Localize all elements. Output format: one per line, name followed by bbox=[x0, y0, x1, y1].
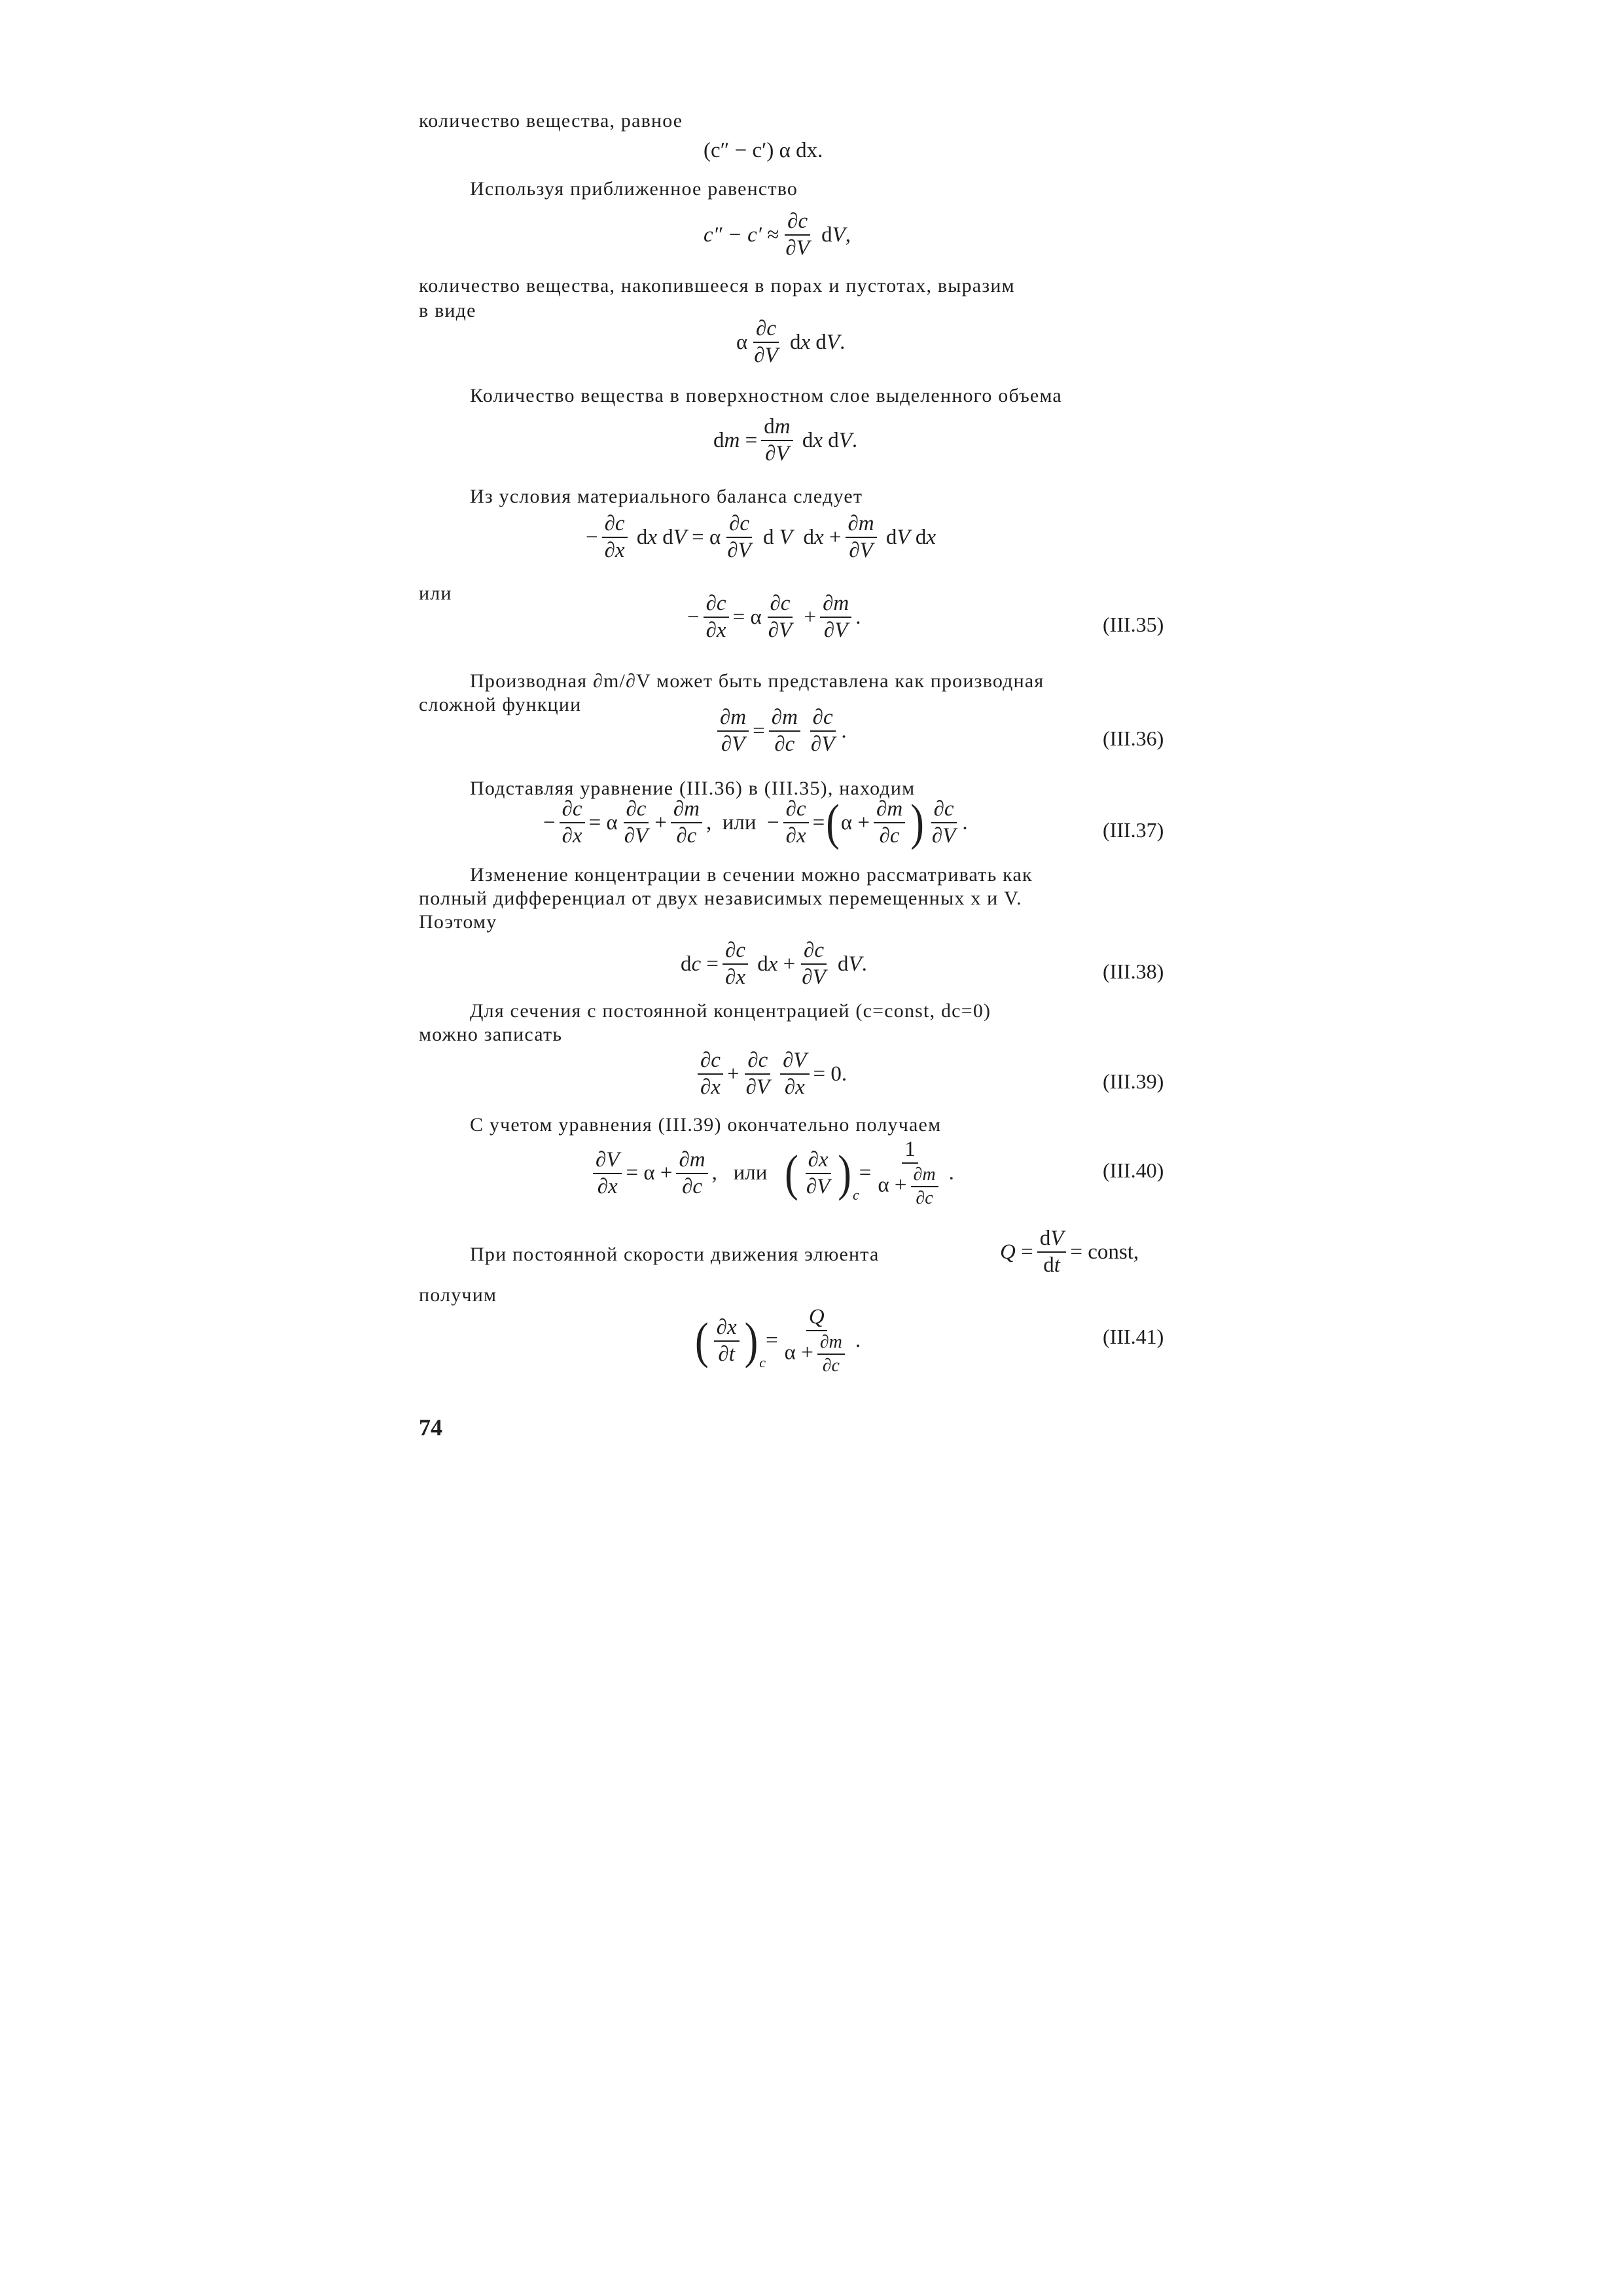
equation: − $\frac{\partial c}{\partial x}$ = α $\frac{\partial c}{\partial V}$ + $\frac{\partial m}{\partial c}$ , или − $\frac{\partial c}{\partial x}$ = ( α + $\frac{\partial m}{\partial c}$ ) $\frac{\partial c}{\partial V}$ . bbox=[543, 795, 968, 851]
paragraph-text: Поэтому bbox=[419, 911, 497, 933]
equation-number: (III.41) bbox=[1103, 1325, 1164, 1348]
paragraph-text: Производная ∂m/∂V может быть представлена как производная bbox=[470, 670, 1044, 692]
equation: Q = $\frac{dV}{dt}$ = const, bbox=[1000, 1227, 1139, 1277]
paragraph-text: Используя приближенное равенство bbox=[470, 178, 798, 200]
paragraph-text: Изменение концентрации в сечении можно рассматривать как bbox=[470, 864, 1033, 886]
equation-number: (III.38) bbox=[1103, 960, 1164, 983]
paragraph-text: Количество вещества в поверхностном слое выделенного объема bbox=[470, 385, 1062, 406]
paragraph-text: количество вещества, равное bbox=[419, 110, 683, 132]
equation: $\frac{\partial c}{\partial x}$ + $\frac{\partial c}{\partial V}$ $\frac{\partial V}{\partial x}$ = 0. bbox=[694, 1050, 847, 1098]
equation: c″ − c′ ≈ $\frac{\partial c}{\partial V}$ d V , bbox=[704, 209, 851, 260]
paragraph-text: в виде bbox=[419, 300, 476, 321]
equation-number: (III.39) bbox=[1103, 1069, 1164, 1093]
paragraph-text: получим bbox=[419, 1284, 497, 1306]
equation: − $\frac{\partial c}{\partial x}$ d x d V = α $\frac{\partial c}{\partial V}$ d V d x + $\frac{\partial m}{\partial V}$ d V d x bbox=[586, 512, 936, 562]
equation-number: (III.36) bbox=[1103, 726, 1164, 750]
paragraph-text: С учетом уравнения (III.39) окончательно получаем bbox=[470, 1114, 942, 1136]
paragraph-text: можно записать bbox=[419, 1024, 563, 1045]
paragraph-text: Подставляя уравнение (III.36) в (III.35), находим bbox=[470, 778, 916, 799]
paragraph-text: полный дифференциал от двух независимых перемещенных x и V. bbox=[419, 888, 1022, 909]
equation: ( $\frac{\partial x}{\partial t}$ ) c = Q α + $\frac{\partial m}{\partial c}$ . bbox=[695, 1305, 861, 1376]
equation: $\frac{\partial V}{\partial x}$ = α + $\frac{\partial m}{\partial c}$ , или ( $\frac{\partial x}{\partial V}$ ) c = 1 α + $\frac{\partial m}{\partial c}$ . bbox=[589, 1139, 954, 1208]
paragraph-text: При постоянной скорости движения элюента bbox=[470, 1244, 880, 1265]
equation-number: (III.37) bbox=[1103, 818, 1164, 842]
equation: α $\frac{\partial c}{\partial V}$ d x d V . bbox=[736, 317, 846, 367]
paragraph-text: Для сечения с постоянной концентрацией (c=const, dc=0) bbox=[470, 1000, 991, 1022]
equation: − $\frac{\partial c}{\partial x}$ = α $\frac{\partial c}{\partial V}$ + $\frac{\partial m}{\partial V}$ . bbox=[687, 592, 861, 642]
equation-number: (III.40) bbox=[1103, 1158, 1164, 1182]
equation: (c″ − c′) α dx. bbox=[704, 139, 823, 162]
paragraph-text: количество вещества, накопившееся в порах и пустотах, выразим bbox=[419, 275, 1015, 296]
equation: $\frac{\partial m}{\partial V}$ = $\frac{\partial m}{\partial c}$ $\frac{\partial c}{\partial V}$ . bbox=[713, 707, 847, 755]
paragraph-text: сложной функции bbox=[419, 694, 582, 715]
page-number: 74 bbox=[419, 1414, 442, 1441]
paragraph-text: Из условия материального баланса следует bbox=[470, 486, 863, 507]
paragraph-text: или bbox=[419, 583, 452, 604]
equation: d c = $\frac{\partial c}{\partial x}$ d x + $\frac{\partial c}{\partial V}$ d V . bbox=[681, 939, 867, 989]
equation-number: (III.35) bbox=[1103, 613, 1164, 636]
equation: d m = $\frac{dm}{\partial V}$ d x d V . bbox=[713, 415, 858, 465]
